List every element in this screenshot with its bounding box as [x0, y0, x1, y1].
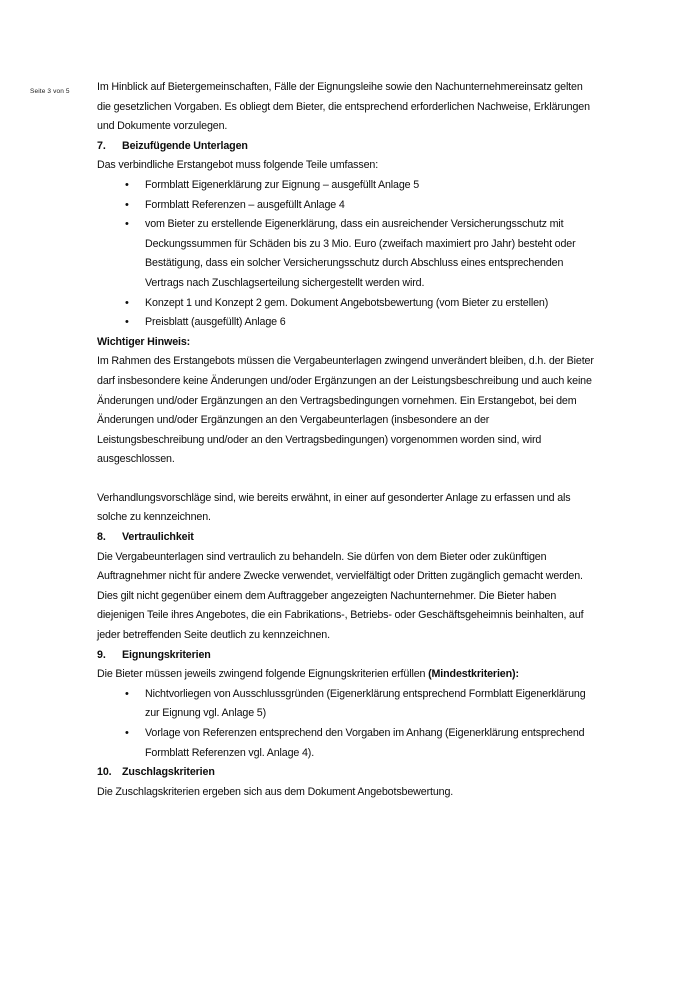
section-heading-10 — [97, 763, 597, 783]
section-number-9: 9. — [97, 648, 106, 661]
section-number-10: 10. — [97, 766, 112, 779]
section-9-intro — [97, 665, 597, 685]
intro-paragraph: Im Hinblick auf Bietergemeinschaften, Fälle der Eignungsleihe sowie den Nachunternehmereinsatz gelten die gesetzlichen Vorgaben. Es obliegt dem Bieter, die entsprechend erforderlichen Nachweise, Erklärungen und Dokumente vorzulegen. — [97, 81, 590, 133]
section-9-intro-text: Die Bieter müssen jeweils zwingend folgende Eignungskriterien erfüllen — [97, 668, 429, 681]
section-title-9: Eignungskriterien — [122, 648, 211, 661]
section-heading-8 — [97, 528, 597, 548]
section-title-8: Vertraulichkeit — [122, 531, 194, 544]
important-notice-heading: Wichtiger Hinweis: — [97, 335, 191, 348]
section-number-7: 7. — [97, 139, 106, 152]
list-item: • Preisblatt (ausgefüllt) Anlage 6 — [97, 313, 597, 333]
list-item: • Vorlage von Referenzen entsprechend den Vorgaben im Anhang (Eigenerklärung entsprechend Formblatt Referenzen vgl. Anlage 4). — [97, 724, 597, 763]
section-title-10: Zuschlagskriterien — [122, 766, 215, 779]
section-8-body: Die Vergabeunterlagen sind vertraulich zu behandeln. Sie dürfen von dem Bieter oder zukünftigen Auftragnehmer nicht für andere Zwecke verwendet, vervielfältigt oder Dritten zugänglich gemacht werden. Dies gilt nicht gegenüber einem dem Auftraggeber angezeigten Nachunternehmer. Die Bieter haben diejenigen Teile ihres Angebotes, die ein Fabrikations-, Betriebs- oder Geschäftsgeheimnis beinhalten, auf jeder betreffenden Seite deutlich zu kennzeichnen. — [97, 550, 584, 642]
list-item: • Formblatt Eigenerklärung zur Eignung – ausgefüllt Anlage 5 — [97, 176, 597, 196]
section-9-mindestkriterien-label: (Mindestkriterien): — [428, 668, 519, 681]
section-7-bullet-list — [97, 176, 597, 333]
list-item: • Nichtvorliegen von Ausschlussgründen (Eigenerklärung entsprechend Formblatt Eigenerklärung zur Eignung vgl. Anlage 5) — [97, 685, 597, 724]
section-heading-9 — [97, 646, 597, 666]
section-heading-7 — [97, 137, 597, 157]
section-7-closing-paragraph: Verhandlungsvorschläge sind, wie bereits erwähnt, in einer auf gesonderter Anlage zu erfassen und als solche zu kennzeichnen. — [97, 491, 571, 524]
list-item: • Formblatt Referenzen – ausgefüllt Anlage 4 — [97, 196, 597, 216]
section-9-bullet-list — [97, 685, 597, 763]
important-notice-body: Im Rahmen des Erstangebots müssen die Vergabeunterlagen zwingend unverändert bleiben, d.h. der Bieter darf insbesondere keine Änderungen und/oder Ergänzungen an der Leistungsbeschreibung und auch keine Änderungen und/oder Ergänzungen an den Vertragsbedingungen vornehmen. Ein Erstangebot, bei dem Änderungen und/oder Ergänzungen an den Vergabeunterlagen (insbesondere an der Leistungsbeschreibung und/oder an den Vertragsbedingungen) vorgenommen worden sind, wird ausgeschlossen. — [97, 355, 594, 466]
section-title-7: Beizufügende Unterlagen — [122, 139, 248, 152]
document-content — [97, 78, 597, 802]
section-10-body: Die Zuschlagskriterien ergeben sich aus dem Dokument Angebotsbewertung. — [97, 785, 454, 798]
list-item: • Konzept 1 und Konzept 2 gem. Dokument Angebotsbewertung (vom Bieter zu erstellen) — [97, 294, 597, 314]
page-marker: Seite 3 von 5 — [30, 88, 70, 95]
list-item: • vom Bieter zu erstellende Eigenerklärung, dass ein ausreichender Versicherungsschutz mit Deckungssummen für Schäden bis zu 3 Mio. Euro (zweifach maximiert pro Jahr) besteht oder Bestätigung, dass ein solcher Versicherungsschutz durch Abschluss eines entsprechenden Vertrags nach Zuschlagserteilung sichergestellt werden wird. — [97, 215, 597, 293]
section-7-intro: Das verbindliche Erstangebot muss folgende Teile umfassen: — [97, 159, 379, 172]
section-number-8: 8. — [97, 531, 106, 544]
paragraph-spacer — [97, 470, 597, 489]
